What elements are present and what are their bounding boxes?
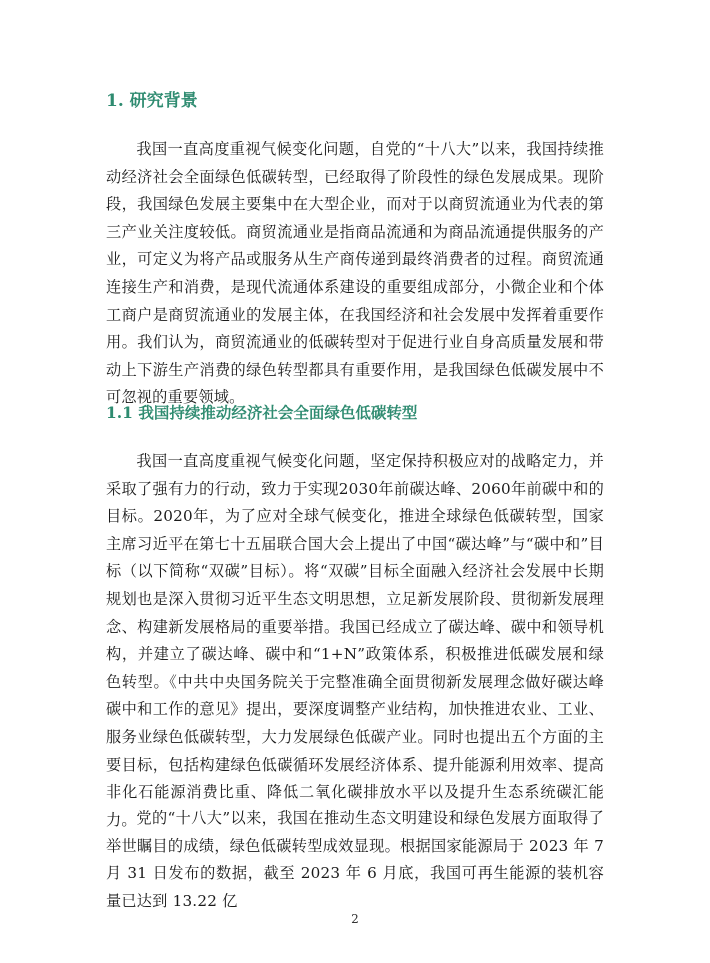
page-number: 2 [351,912,359,926]
subsection-paragraph-1: 我国一直高度重视气候变化问题，坚定保持积极应对的战略定力，并采取了强有力的行动，致力于实现2030年前碳达峰、2060年前碳中和的目标。2020年，为了应对全球气候变化，推进全球绿色低碳转型，国家主席习近平在第七十五届联合国大会上提出了中国“碳达峰”与“碳中和”目标（以下简称“双碳”目标）。将“双碳”目标全面融入经济社会发展中长期规划也是深入贯彻习近平生态文明思想，立足新发展阶段、贯彻新发展理念、构建新发展格局的重要举措。我国已经成立了碳达峰、碳中和领导机构，并建立了碳达峰、碳中和“1+N”政策体系，积极推进低碳发展和绿色转型。《中共中央国务院关于完整准确全面贯彻新发展理念做好碳达峰碳中和工作的意见》提出，要深度调整产业结构，加快推进农业、工业、服务业绿色低碳转型，大力发展绿色低碳产业。同时也提出五个方面的主要目标，包括构建绿色低碳循环发展经济体系、提升能源利用效率、提高非化石能源消费比重、降低二氧化碳排放水平以及提升生态系统碳汇能力。 [106,452,604,829]
section-heading: 1. 研究背景 [106,91,198,111]
section-paragraph: 我国一直高度重视气候变化问题，自党的“十八大”以来，我国持续推动经济社会全面绿色低碳转型，已经取得了阶段性的绿色发展成果。现阶段，我国绿色发展主要集中在大型企业，而对于以商贸流通业为代表的第三产业关注度较低。商贸流通业是指商品流通和为商品流通提供服务的产业，可定义为将产品或服务从生产商传递到最终消费者的过程。商贸流通连接生产和消费，是现代流通体系建设的重要组成部分，小微企业和个体工商户是商贸流通业的发展主体，在我国经济和社会发展中发挥着重要作用。我们认为，商贸流通业的低碳转型对于促进行业自身高质量发展和带动上下游生产消费的绿色转型都具有重要作用，是我国绿色低碳发展中不可忽视的重要领域。 [106,140,604,407]
subsection-heading: 1.1 我国持续推动经济社会全面绿色低碳转型 [106,403,418,422]
subsection-paragraph-2: 党的“十八大”以来，我国在推动生态文明建设和绿色发展方面取得了举世瞩目的成绩，绿色低碳转型成效显现。根据国家能源局于 2023 年 7 月 31 日发布的数据，截至 2023 年 6 月底，我国可再生能源的装机容量已达到 13.22 亿 [106,809,604,910]
